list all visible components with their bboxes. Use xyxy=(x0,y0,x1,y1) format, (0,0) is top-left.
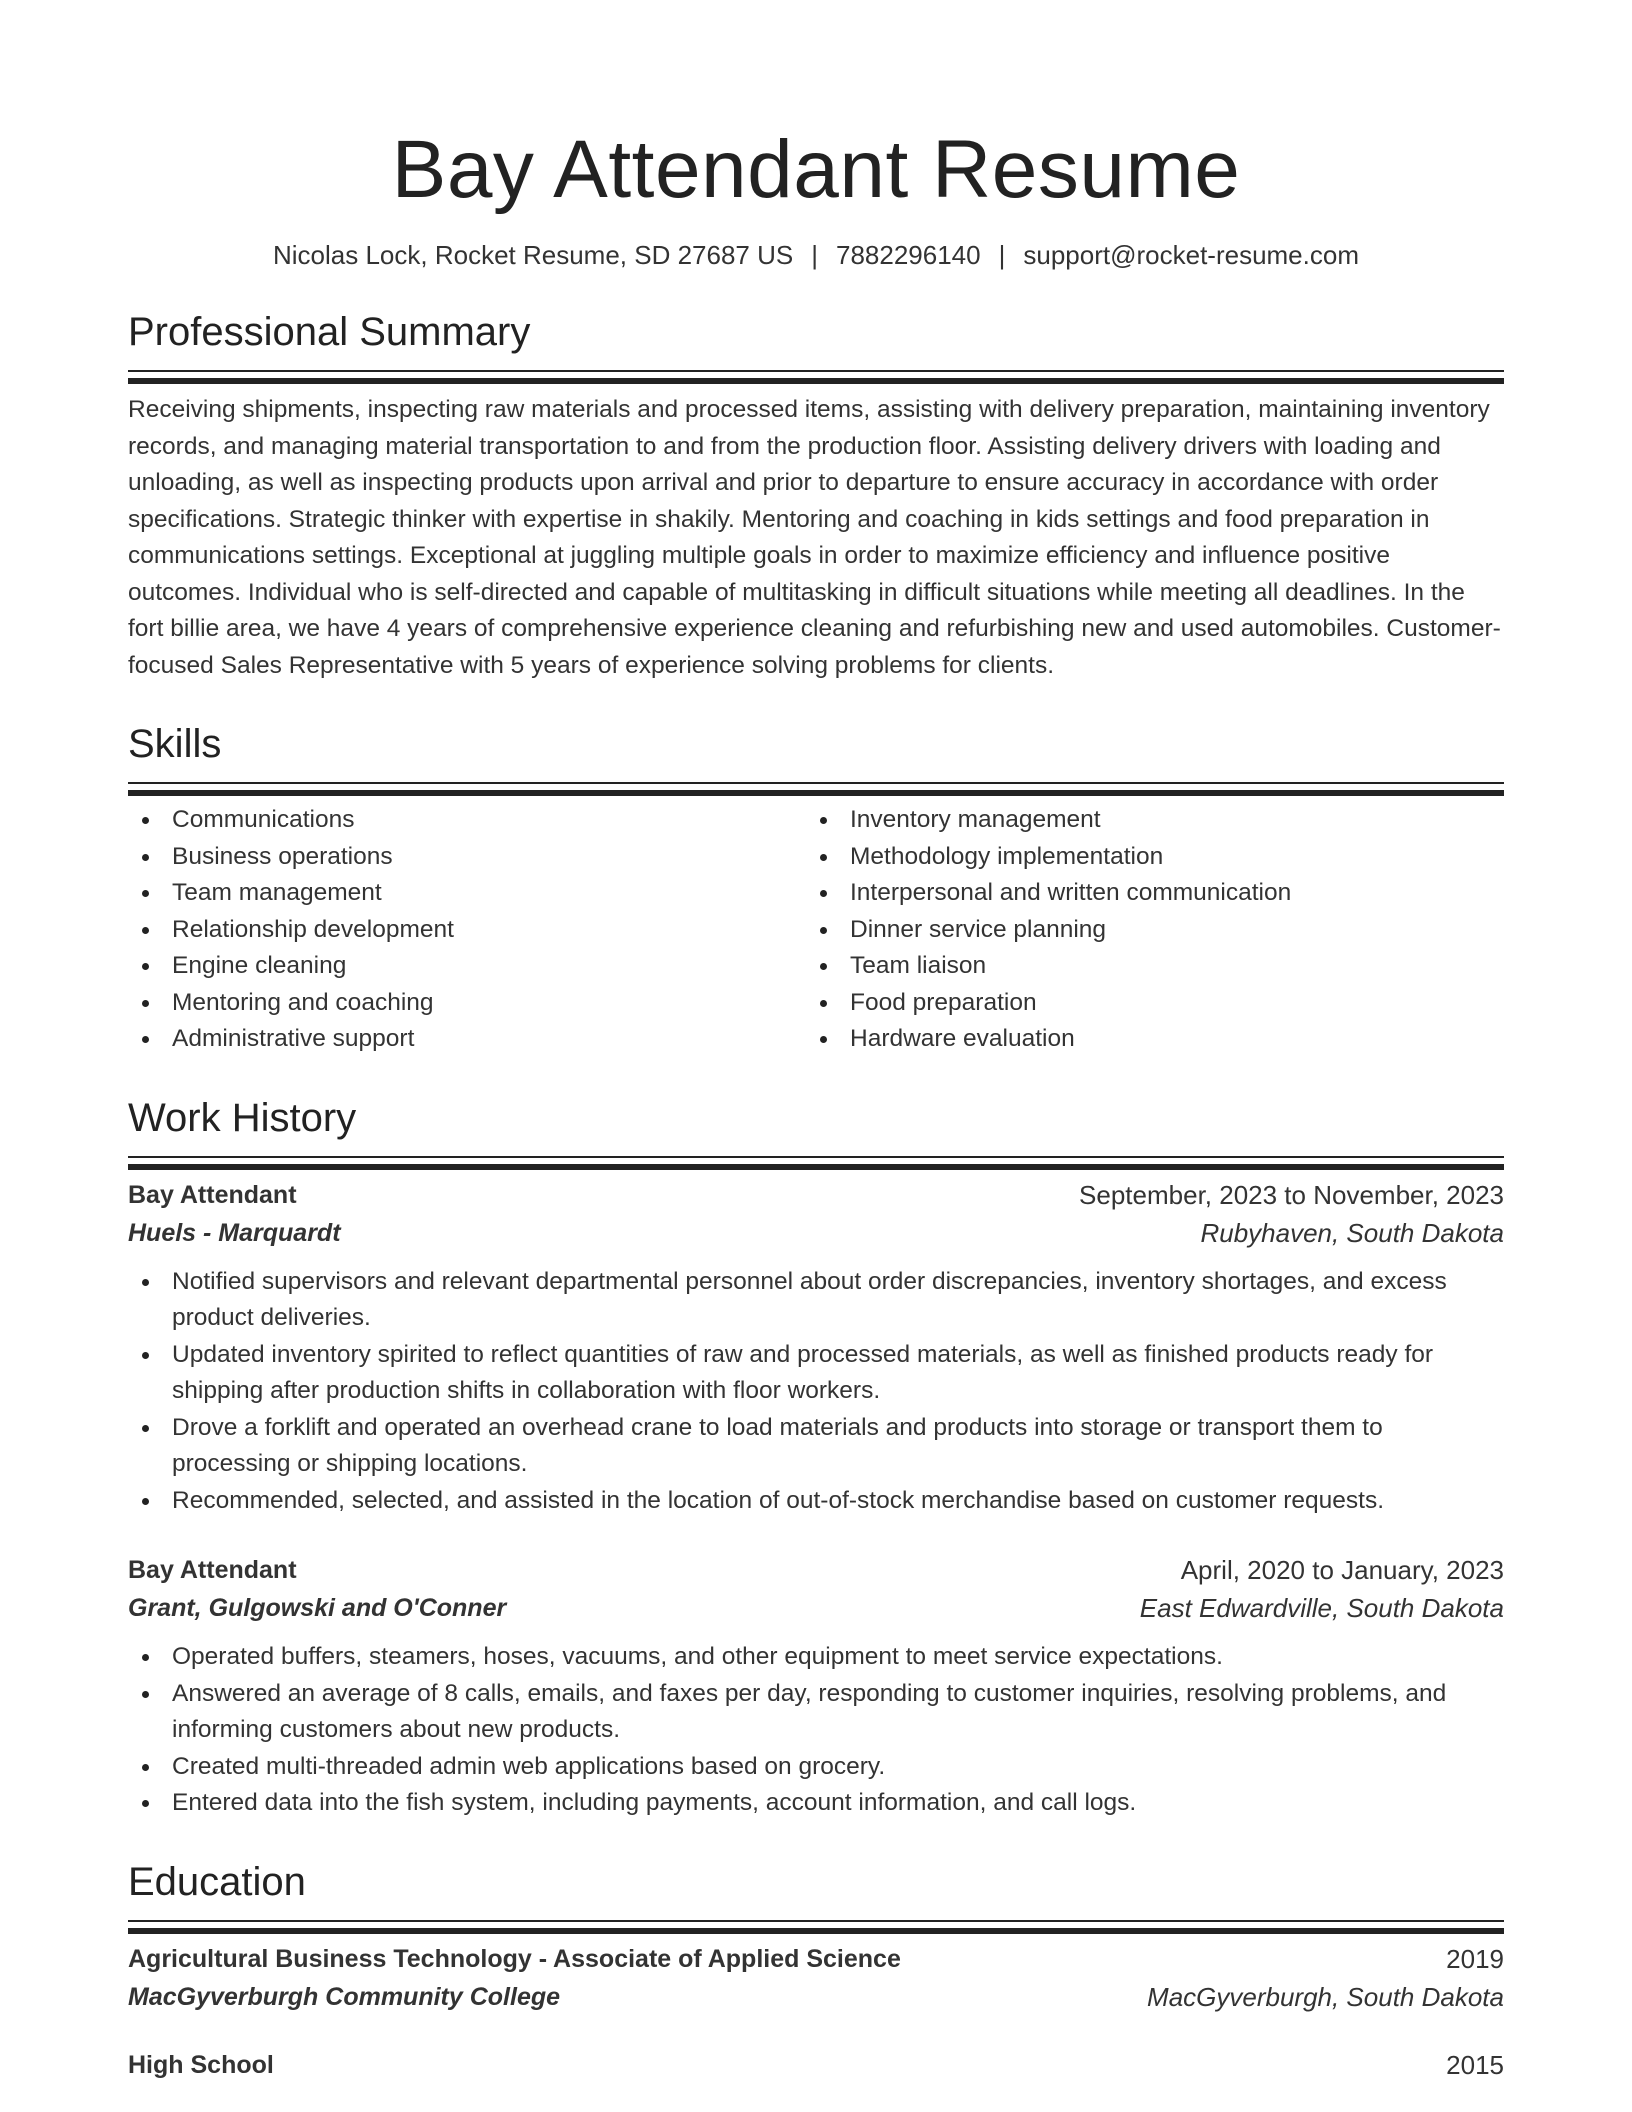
skill-item: Team management xyxy=(128,875,806,912)
resume-title: Bay Attendant Resume xyxy=(391,124,1241,215)
education-header xyxy=(128,2046,1504,2084)
job-bullets xyxy=(128,1639,1504,1822)
education-location: MacGyverburgh, South Dakota xyxy=(1147,1981,1504,2012)
section-divider xyxy=(128,370,1504,372)
education-header xyxy=(128,1940,1504,1978)
section-divider xyxy=(128,1920,1504,1922)
resume-page xyxy=(128,0,1504,2084)
skill-item: Food preparation xyxy=(806,985,1484,1022)
education-degree: Agricultural Business Technology - Associate of Applied Science xyxy=(128,1944,901,1973)
job-title: Bay Attendant xyxy=(128,1556,297,1584)
skill-item: Interpersonal and written communication xyxy=(806,875,1484,912)
skills-columns xyxy=(128,802,1504,1058)
skill-item: Team liaison xyxy=(806,948,1484,985)
section-heading: Education xyxy=(128,1859,306,1904)
skill-item: Methodology implementation xyxy=(806,839,1484,876)
job-entry xyxy=(128,1551,1504,1822)
job-dates: September, 2023 to November, 2023 xyxy=(1079,1179,1504,1210)
contact-separator: | xyxy=(998,240,1006,270)
job-subheader xyxy=(128,1589,1504,1627)
skill-item: Engine cleaning xyxy=(128,948,806,985)
section-divider xyxy=(128,1156,1504,1158)
skills-section xyxy=(128,720,1504,1058)
skills-list-left xyxy=(128,802,806,1058)
job-bullet: Recommended, selected, and assisted in the location of out-of-stock merchandise based on customer requests. xyxy=(128,1483,1504,1520)
skill-item: Relationship development xyxy=(128,912,806,949)
job-bullet: Operated buffers, steamers, hoses, vacuums, and other equipment to meet service expectations. xyxy=(128,1639,1504,1676)
job-location: Rubyhaven, South Dakota xyxy=(1200,1217,1504,1248)
job-bullet: Created multi-threaded admin web applications based on grocery. xyxy=(128,1749,1504,1786)
skill-item: Business operations xyxy=(128,839,806,876)
education-year: 2019 xyxy=(1446,1943,1504,1974)
job-bullets xyxy=(128,1264,1504,1520)
section-heading: Professional Summary xyxy=(128,310,531,354)
section-heading: Skills xyxy=(128,722,222,766)
job-company: Grant, Gulgowski and O'Conner xyxy=(128,1594,507,1622)
job-bullet: Entered data into the fish system, including payments, account information, and call logs. xyxy=(128,1785,1504,1822)
job-title: Bay Attendant xyxy=(128,1180,297,1209)
contact-separator: | xyxy=(811,240,818,270)
education-degree: High School xyxy=(128,2050,274,2079)
job-bullet: Answered an average of 8 calls, emails, and faxes per day, responding to customer inquiries, resolving problems, and informing customers about new products. xyxy=(128,1676,1504,1749)
skill-item: Inventory management xyxy=(806,802,1484,839)
section-heading: Work History xyxy=(128,1095,357,1140)
education-entry xyxy=(128,1940,1504,2016)
education-entry xyxy=(128,2046,1504,2084)
job-dates: April, 2020 to January, 2023 xyxy=(1180,1555,1504,1585)
job-entry xyxy=(128,1176,1504,1520)
skill-item: Hardware evaluation xyxy=(806,1021,1484,1058)
contact-phone: 7882296140 xyxy=(836,240,981,270)
education-school: MacGyverburgh Community College xyxy=(128,1982,561,2011)
work-history-section xyxy=(128,1094,1504,1822)
education-year: 2015 xyxy=(1446,2049,1504,2080)
summary-text: Receiving shipments, inspecting raw materials and processed items, assisting with delivery preparation, maintaining inventory records, and managing material transportation to and from the production floor. Assisting delivery drivers with loading and unloading, as well as inspecting products upon arrival and prior to departure to ensure accuracy in accordance with order specifications. Strategic thinker with expertise in shakily. Mentoring and coaching in kids settings and food preparation in communications settings. Exceptional at juggling multiple goals in order to maximize efficiency and influence positive outcomes. Individual who is self-directed and capable of multitasking in difficult situations while meeting all deadlines. In the fort billie area, we have 4 years of comprehensive experience cleaning and refurbishing new and used automobiles. Customer-focused Sales Representative with 5 years of experience solving problems for clients. xyxy=(128,396,1501,679)
contact-line xyxy=(128,238,1504,272)
skill-item: Communications xyxy=(128,802,806,839)
contact-email: support@rocket-resume.com xyxy=(1023,240,1359,270)
job-company: Huels - Marquardt xyxy=(128,1218,341,1247)
job-subheader xyxy=(128,1214,1504,1252)
education-subheader xyxy=(128,1978,1504,2016)
education-section xyxy=(128,1858,1504,2084)
job-header xyxy=(128,1551,1504,1589)
skill-item: Administrative support xyxy=(128,1021,806,1058)
section-divider xyxy=(128,782,1504,784)
job-bullet: Drove a forklift and operated an overhead crane to load materials and products into storage or transport them to processing or shipping locations. xyxy=(128,1410,1504,1483)
skills-list-right xyxy=(806,802,1484,1058)
job-bullet: Notified supervisors and relevant departmental personnel about order discrepancies, inventory shortages, and excess product deliveries. xyxy=(128,1264,1504,1337)
job-location: East Edwardville, South Dakota xyxy=(1139,1593,1504,1623)
skill-item: Mentoring and coaching xyxy=(128,985,806,1022)
summary-section xyxy=(128,308,1504,684)
job-header xyxy=(128,1176,1504,1214)
job-bullet: Updated inventory spirited to reflect quantities of raw and processed materials, as well as finished products ready for shipping after production shifts in collaboration with floor workers. xyxy=(128,1337,1504,1410)
skill-item: Dinner service planning xyxy=(806,912,1484,949)
contact-address: Nicolas Lock, Rocket Resume, SD 27687 US xyxy=(273,240,794,270)
